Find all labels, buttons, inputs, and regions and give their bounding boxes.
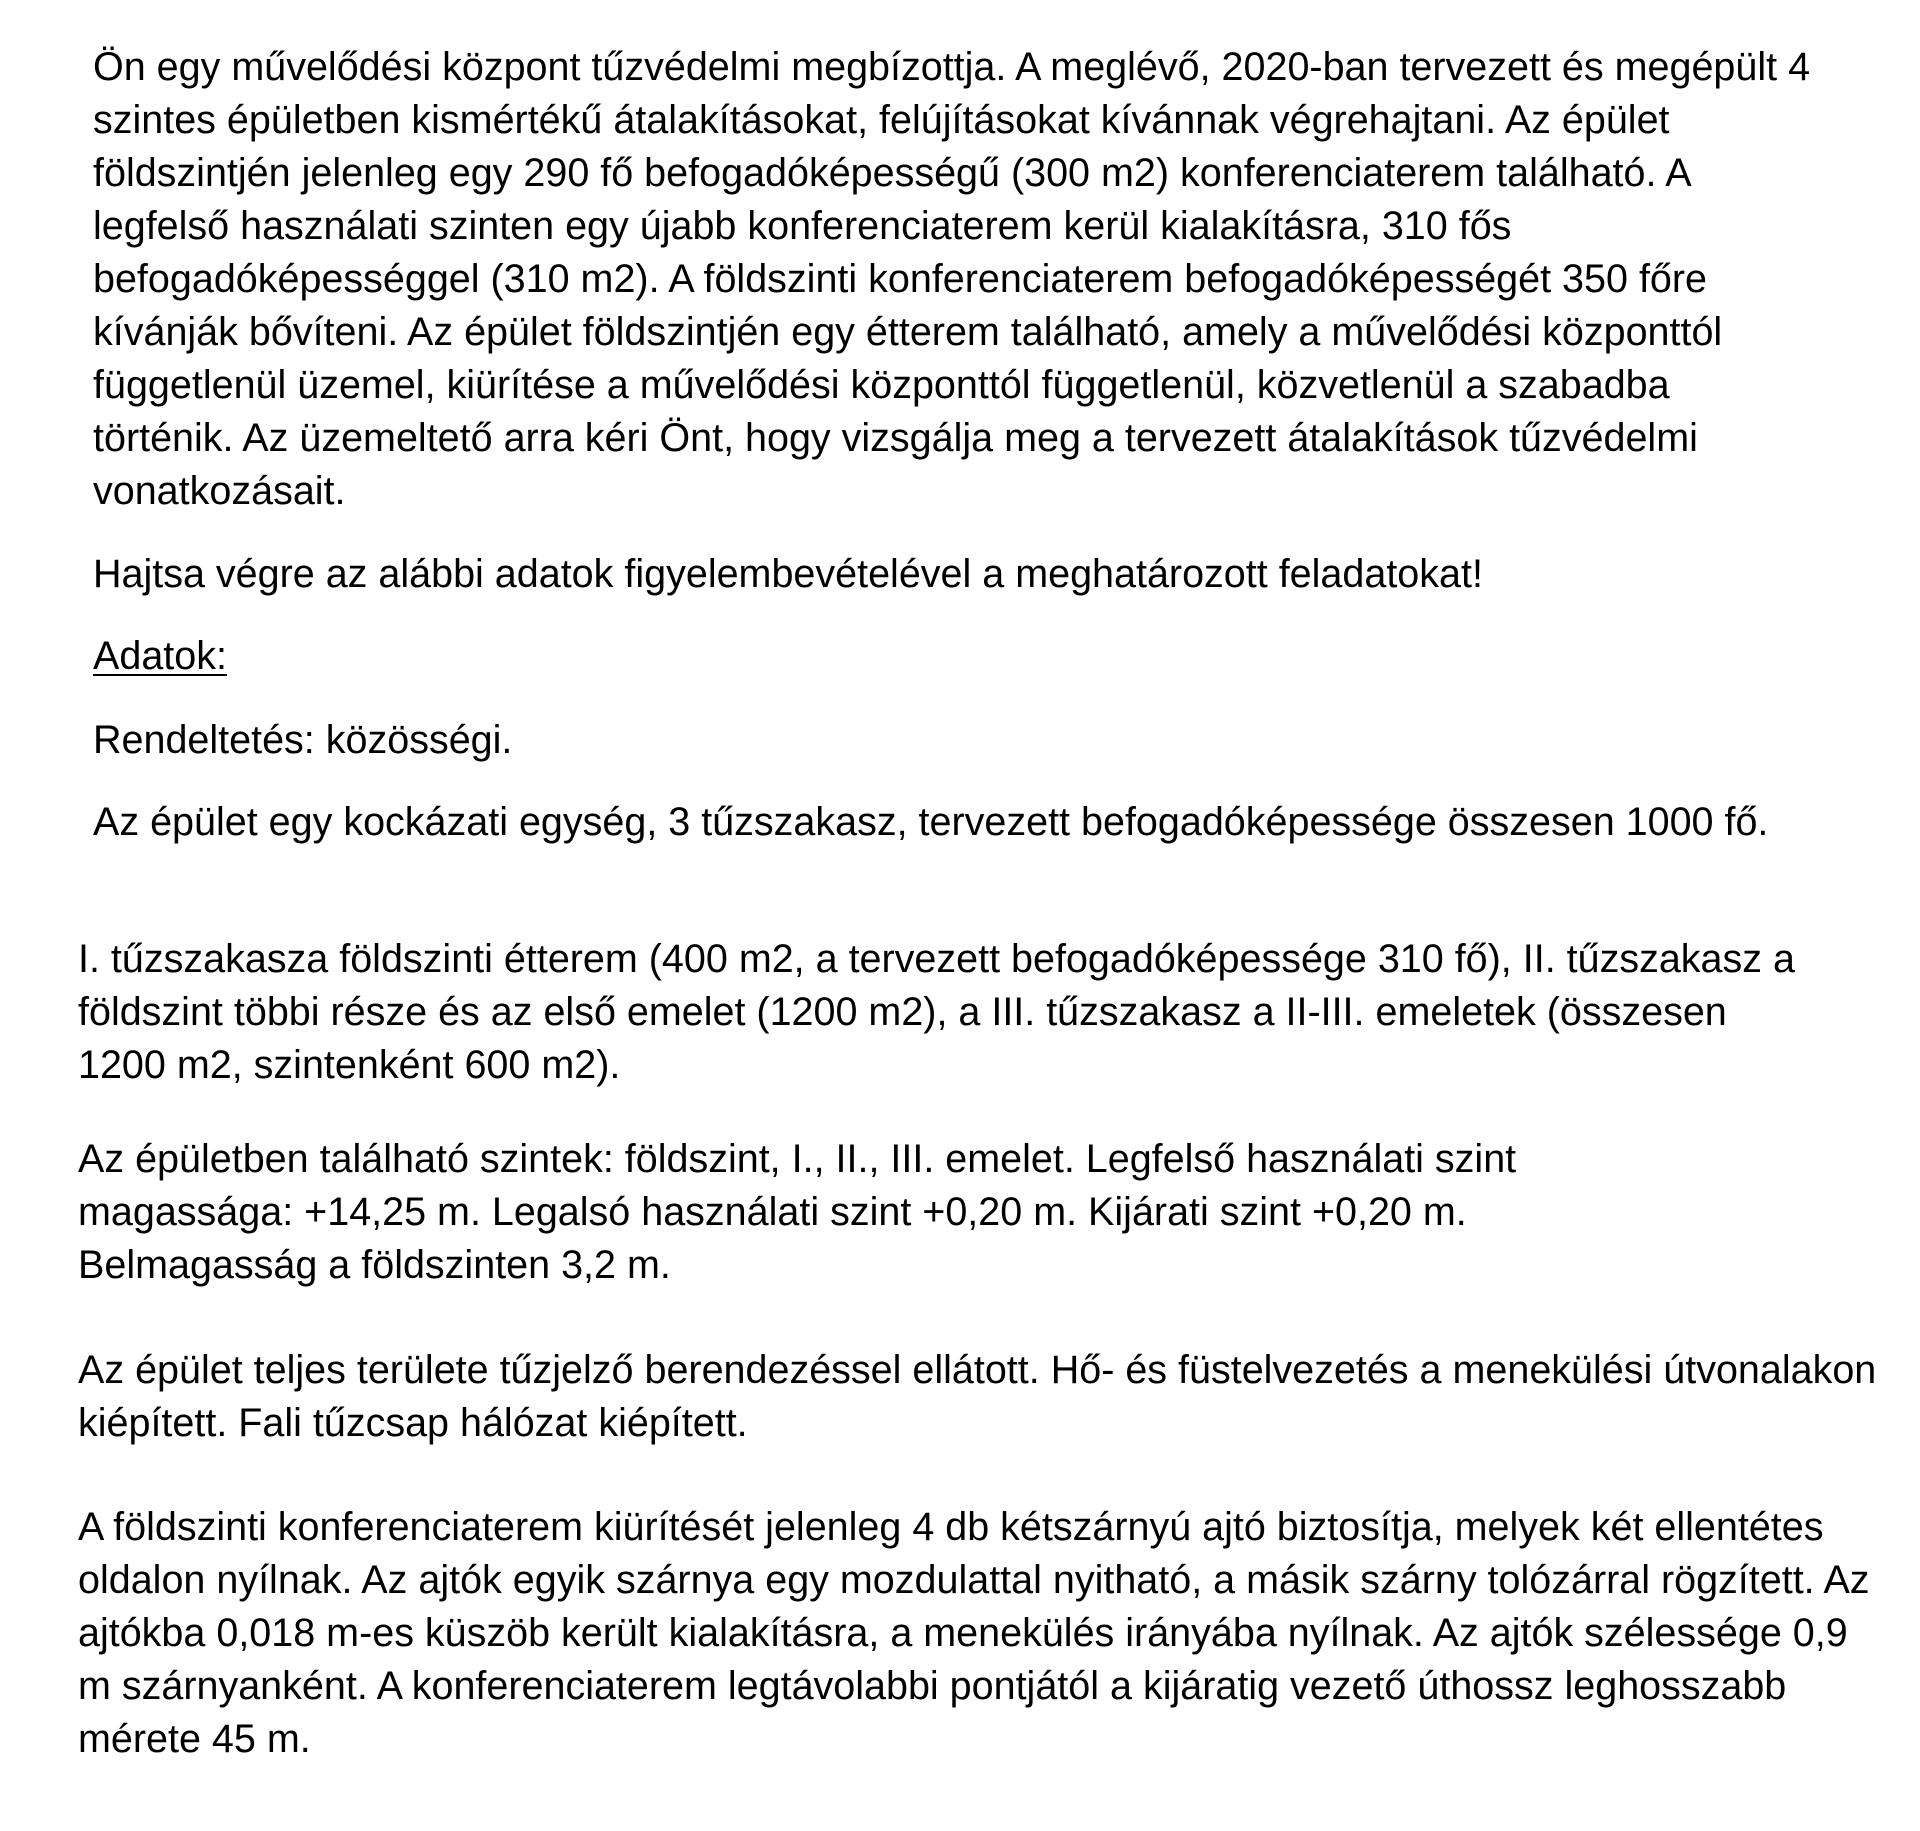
levels-paragraph: Az épületben található szintek: földszint, I., II., III. emelet. Legfelső használati szint magassága: +14,25 m. Legalsó használati szint +0,20 m. Kijárati szint +0,20 m. Belmagasság a földszinten 3,2 m. xyxy=(78,1137,1517,1287)
data-heading: Adatok: xyxy=(93,634,227,678)
evacuation-paragraph: A földszinti konferenciaterem kiürítését jelenleg 4 db kétszárnyú ajtó biztosítja, melyek két ellentétes oldalon nyílnak. Az ajtók egyik szárnya egy mozdulattal nyitható, a másik szárny tolózárral rögzített. Az ajtókba 0,018 m-es küszöb került kialakításra, a menekülés irányába nyílnak. Az ajtók szélessége 0,9 m szárnyanként. A konferenciaterem legtávolabbi pontjától a kijáratig vezető úthossz leghosszabb mérete 45 m. xyxy=(78,1505,1870,1761)
purpose-paragraph: Rendeltetés: közösségi. xyxy=(93,718,513,762)
equipment-paragraph: Az épület teljes területe tűzjelző berendezéssel ellátott. Hő- és füstelvezetés a menekülési útvonalakon kiépített. Fali tűzcsap hálózat kiépített. xyxy=(78,1348,1877,1445)
fire-compartments-paragraph: I. tűzszakasza földszinti étterem (400 m2, a tervezett befogadóképessége 310 fő), II. tűzszakasz a földszint többi része és az első emelet (1200 m2), a III. tűzszakasz a II-III. emeletek (összesen 1200 m2, szintenként 600 m2). xyxy=(78,937,1795,1087)
task-paragraph: Hajtsa végre az alábbi adatok figyelembevételével a meghatározott feladatokat! xyxy=(93,552,1483,596)
intro-paragraph: Ön egy művelődési központ tűzvédelmi megbízottja. A meglévő, 2020-ban tervezett és megépült 4 szintes épületben kismértékű átalakításokat, felújításokat kívánnak végrehajtani. Az épület földszintjén jelenleg egy 290 fő befogadóképességű (300 m2) konferenciaterem található. A legfelső használati szinten egy újabb konferenciaterem kerül kialakításra, 310 fős befogadóképességgel (310 m2). A földszinti konferenciaterem befogadóképességét 350 főre kívánják bővíteni. Az épület földszintjén egy étterem található, amely a művelődési központtól függetlenül üzemel, kiürítése a művelődési központtól függetlenül, közvetlenül a szabadba történik. Az üzemeltető arra kéri Önt, hogy vizsgálja meg a tervezett átalakítások tűzvédelmi vonatkozásait. xyxy=(93,45,1811,513)
risk-unit-paragraph: Az épület egy kockázati egység, 3 tűzszakasz, tervezett befogadóképessége összesen 1000 fő. xyxy=(93,800,1769,844)
